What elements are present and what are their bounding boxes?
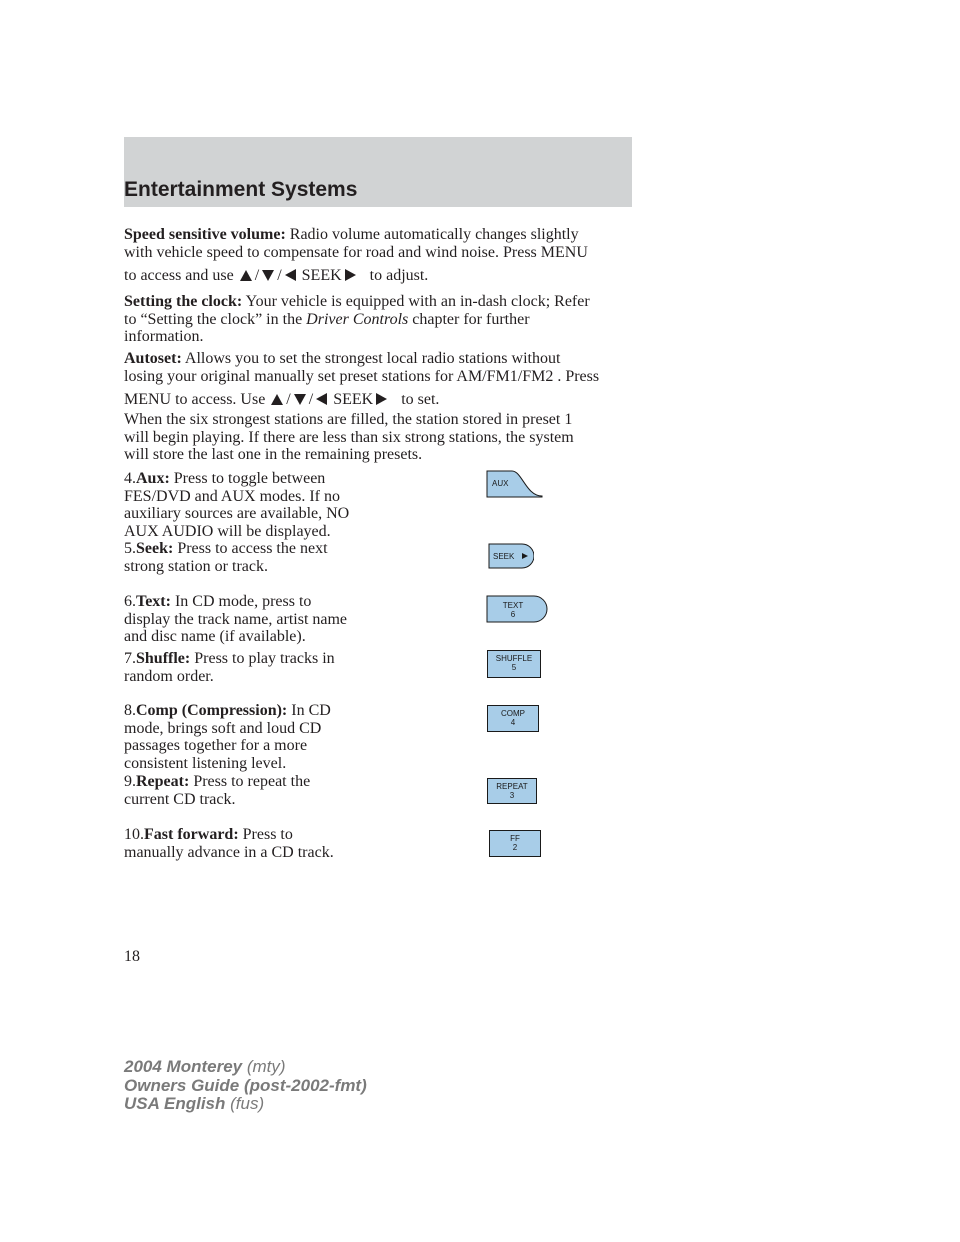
speed-volume-text: Radio volume automatically changes slightly — [285, 226, 579, 243]
comp-button-label: COMP — [501, 709, 525, 718]
clock-label: Setting the clock: — [124, 293, 243, 310]
list-item-repeat — [124, 773, 374, 808]
item-label: Repeat: — [136, 773, 190, 790]
autoset-text: losing your original manually set preset stations for AM/FM1/FM2 . Press — [124, 367, 600, 385]
item-text: mode, brings soft and loud CD — [124, 719, 322, 737]
item-number: 10. — [124, 826, 144, 843]
speed-volume-paragraph — [124, 226, 644, 285]
list-item-fast-forward — [124, 826, 374, 861]
speed-volume-text: to access and use — [124, 267, 234, 284]
list-item-seek — [124, 540, 374, 575]
item-text: display the track name, artist name — [124, 610, 348, 628]
clock-paragraph — [124, 293, 644, 346]
right-arrow-icon — [345, 269, 356, 281]
item-text: random order. — [124, 667, 214, 685]
item-label: Seek: — [136, 540, 174, 557]
autoset-text: to set. — [401, 391, 440, 408]
up-arrow-icon — [271, 394, 283, 405]
left-arrow-icon — [316, 393, 327, 405]
right-arrow-icon — [376, 393, 387, 405]
item-text: passages together for a more — [124, 737, 308, 754]
item-text: In CD — [287, 702, 331, 719]
item-text: consistent listening level. — [124, 754, 287, 772]
item-number: 6. — [124, 593, 136, 610]
speed-volume-text: to adjust. — [369, 267, 429, 284]
six-stations-text: will store the last one in the remaining presets. — [124, 446, 423, 463]
ff-button-label: FF — [510, 834, 520, 843]
shuffle-button-illustration — [487, 650, 541, 678]
seek-button-label: SEEK — [493, 552, 515, 561]
slash-text: / — [254, 267, 260, 284]
list-item-shuffle — [124, 650, 374, 685]
item-label: Aux: — [136, 470, 170, 487]
item-text: auxiliary sources are available, NO — [124, 505, 350, 522]
repeat-button-label: REPEAT — [496, 782, 528, 791]
speed-volume-text: with vehicle speed to compensate for road and wind noise. Press MENU — [124, 243, 588, 261]
item-number: 4. — [124, 470, 136, 487]
repeat-button-illustration — [487, 778, 537, 804]
text-button-illustration — [486, 595, 548, 623]
item-text: and disc name (if available). — [124, 628, 306, 645]
aux-button-label: AUX — [492, 479, 509, 488]
six-stations-text: will begin playing. If there are less than six strong stations, the system — [124, 428, 574, 446]
seek-text: SEEK — [301, 267, 342, 284]
ff-button-illustration — [489, 830, 541, 857]
item-text: Press to repeat the — [189, 773, 311, 790]
slash-text: / — [308, 391, 314, 408]
comp-button-number: 4 — [510, 718, 516, 727]
clock-text: Your vehicle is equipped with an in-dash clock; Refer — [242, 293, 590, 310]
item-number: 7. — [124, 650, 136, 667]
footer-model: 2004 Monterey — [124, 1057, 243, 1076]
speed-volume-label: Speed sensitive volume: — [124, 226, 286, 243]
down-arrow-icon — [262, 270, 274, 281]
autoset-text: Allows you to set the strongest local radio stations without — [181, 350, 561, 367]
list-item-text — [124, 593, 374, 646]
item-label: Text: — [136, 593, 171, 610]
item-text: current CD track. — [124, 790, 236, 808]
repeat-button-number: 3 — [509, 791, 515, 800]
item-number: 5. — [124, 540, 136, 557]
up-arrow-icon — [240, 270, 252, 281]
item-label: Shuffle: — [136, 650, 191, 667]
autoset-paragraph — [124, 350, 644, 409]
text-button-label: TEXT — [502, 601, 524, 610]
item-text: FES/DVD and AUX modes. If no — [124, 487, 340, 505]
document-footer — [124, 1058, 367, 1114]
comp-button-illustration — [487, 705, 539, 732]
slash-text: / — [277, 267, 282, 284]
item-number: 8. — [124, 702, 136, 719]
item-label: Comp (Compression): — [136, 702, 288, 719]
down-arrow-icon — [294, 394, 306, 405]
list-item-aux — [124, 470, 374, 540]
footer-model-code: (mty) — [242, 1057, 286, 1076]
item-text: In CD mode, press to — [170, 593, 312, 610]
item-text: strong station or track. — [124, 557, 268, 575]
page-number: 18 — [124, 948, 140, 965]
item-text: AUX AUDIO will be displayed. — [124, 522, 331, 540]
item-label: Fast forward: — [144, 826, 239, 843]
six-stations-paragraph — [124, 411, 644, 464]
item-number: 9. — [124, 773, 136, 790]
item-text: Press to toggle between — [169, 470, 326, 487]
left-arrow-icon — [285, 269, 296, 281]
ff-button-number: 2 — [512, 843, 518, 852]
item-text: manually advance in a CD track. — [124, 843, 334, 861]
six-stations-text: When the six strongest stations are filled, the station stored in preset 1 — [124, 411, 573, 428]
clock-text: information. — [124, 328, 204, 345]
driver-controls-reference: Driver Controls — [306, 310, 409, 328]
slash-text: / — [286, 391, 291, 408]
autoset-text: MENU to access. Use — [124, 391, 266, 408]
clock-text: chapter for further — [408, 310, 530, 328]
page-title: Entertainment Systems — [124, 178, 358, 201]
item-text: Press to play tracks in — [190, 650, 335, 667]
footer-guide: Owners Guide (post-2002-fmt) — [124, 1075, 367, 1095]
shuffle-button-label: SHUFFLE — [495, 654, 533, 663]
clock-text: to “Setting the clock” in the — [124, 310, 307, 328]
footer-language: USA English — [124, 1094, 226, 1113]
footer-language-code: (fus) — [225, 1094, 265, 1113]
shuffle-button-number: 5 — [511, 663, 517, 672]
seek-text: SEEK — [333, 391, 374, 408]
autoset-label: Autoset: — [124, 350, 182, 367]
item-text: Press to — [238, 826, 293, 843]
list-item-comp — [124, 702, 374, 772]
aux-button-illustration — [486, 470, 544, 498]
seek-button-illustration — [488, 543, 534, 569]
item-text: Press to access the next — [173, 540, 328, 557]
text-button-number: 6 — [510, 610, 516, 619]
